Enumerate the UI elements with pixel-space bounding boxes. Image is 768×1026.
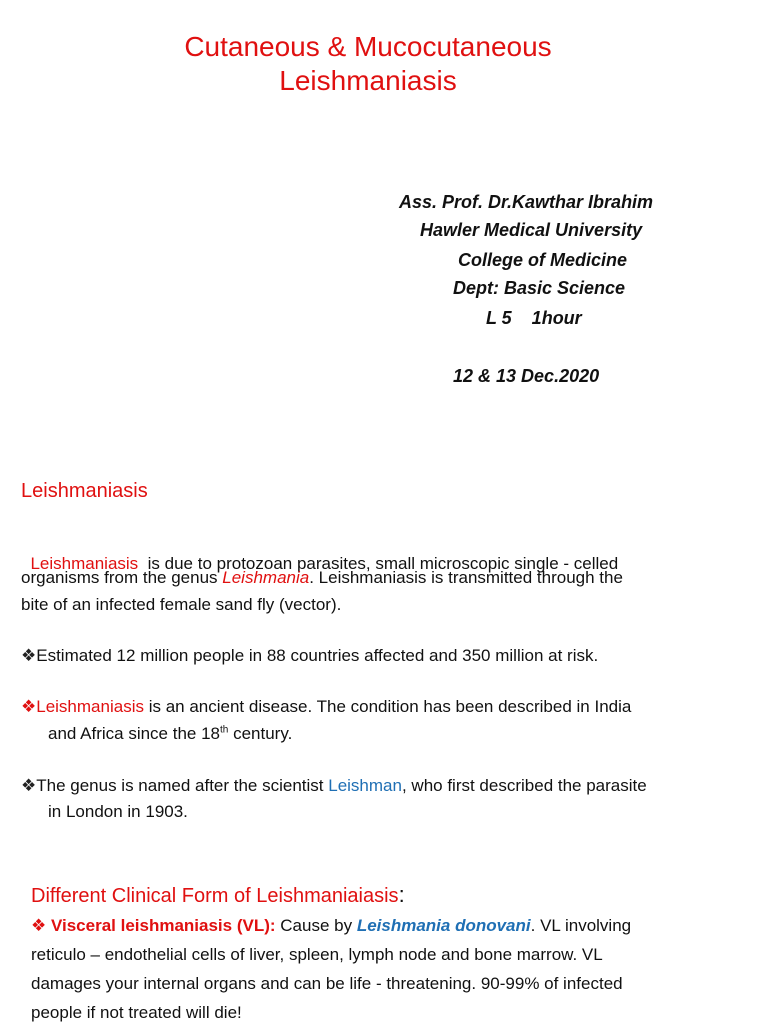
bullet-genus-text-end: , who first described the parasite (401, 776, 647, 795)
bullet-ancient-term: Leishmaniasis (36, 697, 144, 716)
title-line-1: Cutaneous & Mucocutaneous (184, 31, 552, 62)
bullet-ancient-line-2-start: and Africa since the 18 (48, 724, 221, 743)
bullet-icon: ❖ (21, 697, 37, 716)
intro-line-2-start: organisms from the genus (21, 568, 223, 587)
bullet-ancient (21, 694, 631, 720)
vl-label: Visceral leishmaniasis (VL): (46, 916, 276, 935)
bullet-estimate (21, 643, 598, 669)
author-university: Hawler Medical University (420, 220, 643, 240)
ordinal-suffix: th (220, 724, 229, 736)
bullet-estimate-text: Estimated 12 million people in 88 countries affected and 350 million at risk. (36, 646, 599, 665)
intro-line-2 (21, 565, 623, 591)
bullet-icon: ❖ (21, 646, 37, 665)
vl-cause-text: Cause by (275, 916, 357, 935)
heading-colon: : (398, 882, 405, 907)
scientist-name: Leishman (328, 776, 402, 795)
intro-line-2-end: . Leishmaniasis is transmitted through the (309, 568, 623, 587)
vl-species: Leishmania donovani (356, 916, 531, 935)
intro-line-3: bite of an infected female sand fly (vector). (21, 595, 342, 614)
bullet-genus-text-start: The genus is named after the scientist (36, 776, 329, 795)
genus-name: Leishmania (222, 568, 310, 587)
bullet-genus-line-2: in London in 1903. (48, 802, 188, 821)
vl-line-2: reticulo – endothelial cells of liver, spleen, lymph node and bone marrow. VL (31, 945, 603, 964)
vl-line-1 (31, 913, 631, 939)
author-date: 12 & 13 Dec.2020 (453, 366, 600, 386)
author-name: Ass. Prof. Dr.Kawthar Ibrahim (399, 192, 654, 212)
vl-line-4: people if not treated will die! (31, 1003, 242, 1022)
author-college: College of Medicine (458, 250, 628, 270)
intro-text: is due to protozoan parasites, small microscopic single - celled (138, 554, 619, 573)
bullet-ancient-line-2-end: century. (228, 724, 293, 743)
intro-term: Leishmaniasis (30, 554, 139, 573)
vl-line-3: damages your internal organs and can be life - threatening. 90-99% of infected (31, 974, 623, 993)
bullet-ancient-line-2 (48, 721, 292, 747)
clinical-forms-heading-text: Different Clinical Form of Leishmaniaiasis (31, 885, 399, 907)
section-heading-clinical-forms (31, 882, 405, 908)
title-line-2: Leishmaniasis (279, 65, 457, 96)
page-title (0, 30, 736, 98)
section-heading-leishmaniasis: Leishmaniasis (21, 480, 148, 502)
bullet-icon: ❖ (21, 776, 37, 795)
bullet-ancient-text: is an ancient disease. The condition has been described in India (143, 697, 632, 716)
author-lecture: L 5 1hour (486, 308, 582, 328)
author-dept: Dept: Basic Science (453, 278, 626, 298)
vl-rest-text: . VL involving (530, 916, 632, 935)
bullet-icon: ❖ (31, 916, 47, 935)
bullet-genus-name (21, 773, 647, 799)
